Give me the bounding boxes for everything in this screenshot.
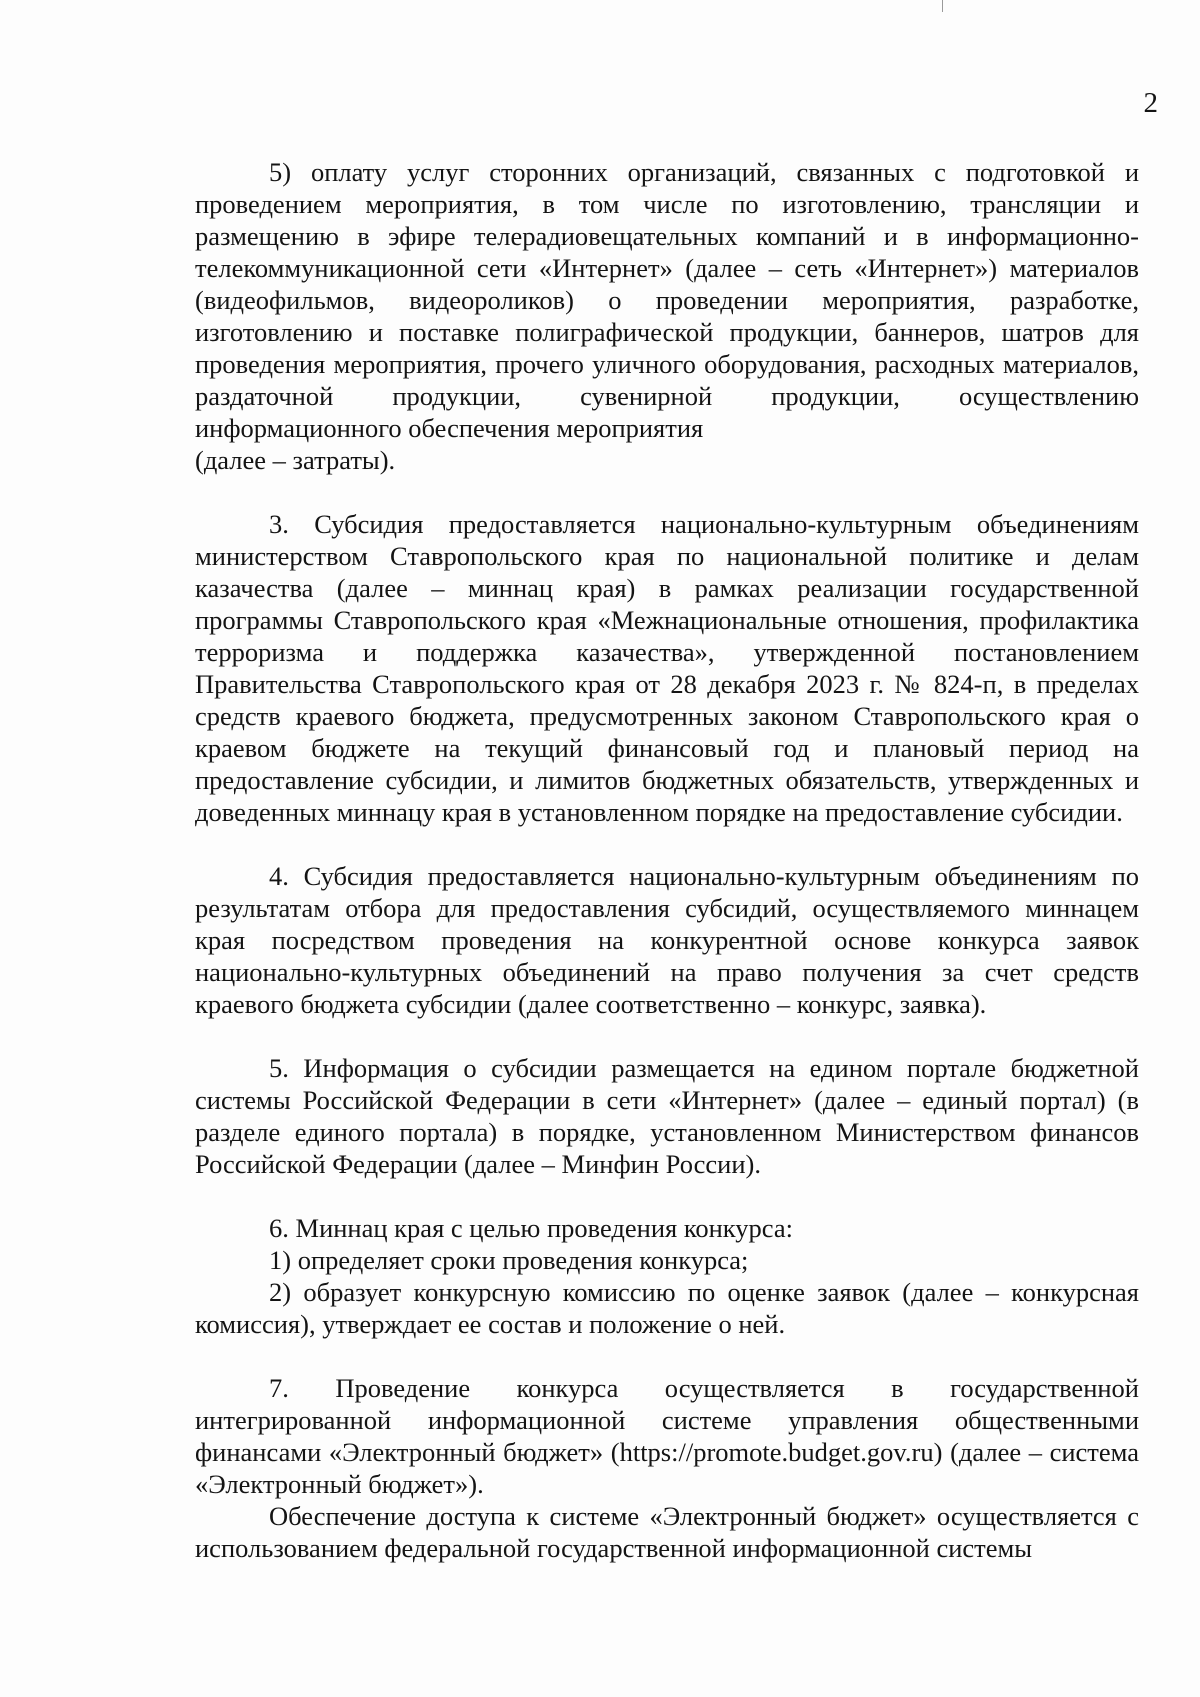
paragraph-section-6: 6. Миннац края с целью проведения конкурса: bbox=[269, 1213, 793, 1243]
paragraph-section-6-item-2: 2) образует конкурсную комиссию по оценке заявок (далее – конкурсная комиссия), утверждает ее состав и положение о ней. bbox=[195, 1277, 1139, 1339]
paragraph-section-6-item-1: 1) определяет сроки проведения конкурса; bbox=[269, 1245, 749, 1275]
paragraph-section-7-access: Обеспечение доступа к системе «Электронный бюджет» осуществляется с использованием федеральной государственной информационной системы bbox=[195, 1501, 1139, 1563]
paragraph-section-3: 3. Субсидия предоставляется национально-культурным объединениям министерством Ставропольского края по национальной политике и делам казачества (далее – миннац края) в рамках реализации государственной программы Ставропольского края «Межнациональные отношения, профилактика терроризма и поддержка казачества», утвержденной постановлением Правительства Ставропольского края от 28 декабря 2023 г. № 824-п, в пределах средств краевого бюджета, предусмотренных законом Ставропольского края о краевом бюджете на текущий финансовый год и плановый период на предоставление субсидии, и лимитов бюджетных обязательств, утвержденных и доведенных миннацу края в установленном порядке на предоставление субсидии. bbox=[195, 509, 1139, 827]
paragraph-section-7: 7. Проведение конкурса осуществляется в государственной интегрированной информационной системе управления общественными финансами «Электронный бюджет» (https://promote.budget.gov.ru) (далее – система «Электронный бюджет»). bbox=[195, 1373, 1139, 1499]
paragraph-subitem-5: 5) оплату услуг сторонних организаций, связанных с подготовкой и проведением мероприятия, в том числе по изготовлению, трансляции и размещению в эфире телерадиовещательных компаний и в информационно-телекоммуникационной сети «Интернет» (далее – сеть «Интернет») материалов (видеофильмов, видеороликов) о проведении мероприятия, разработке, изготовлению и поставке полиграфической продукции, баннеров, шатров для проведения мероприятия, прочего уличного оборудования, расходных материалов, раздаточной продукции, сувенирной продукции, осуществлению информационного обеспечения мероприятия bbox=[195, 157, 1139, 443]
paragraph-subitem-5-tail: (далее – затраты). bbox=[195, 445, 396, 475]
paragraph-section-4: 4. Субсидия предоставляется национально-культурным объединениям по результатам отбора для предоставления субсидий, осуществляемого миннацем края посредством проведения на конкурентной основе конкурса заявок национально-культурных объединений на право получения за счет средств краевого бюджета субсидии (далее соответственно – конкурс, заявка). bbox=[195, 861, 1139, 1019]
scan-artifact-mark bbox=[942, 0, 943, 12]
document-body bbox=[195, 156, 1139, 1564]
paragraph-section-5: 5. Информация о субсидии размещается на едином портале бюджетной системы Российской Федерации в сети «Интернет» (далее – единый портал) (в разделе единого портала) в порядке, установленном Министерством финансов Российской Федерации (далее – Минфин России). bbox=[195, 1053, 1139, 1179]
page-number: 2 bbox=[1143, 87, 1158, 119]
